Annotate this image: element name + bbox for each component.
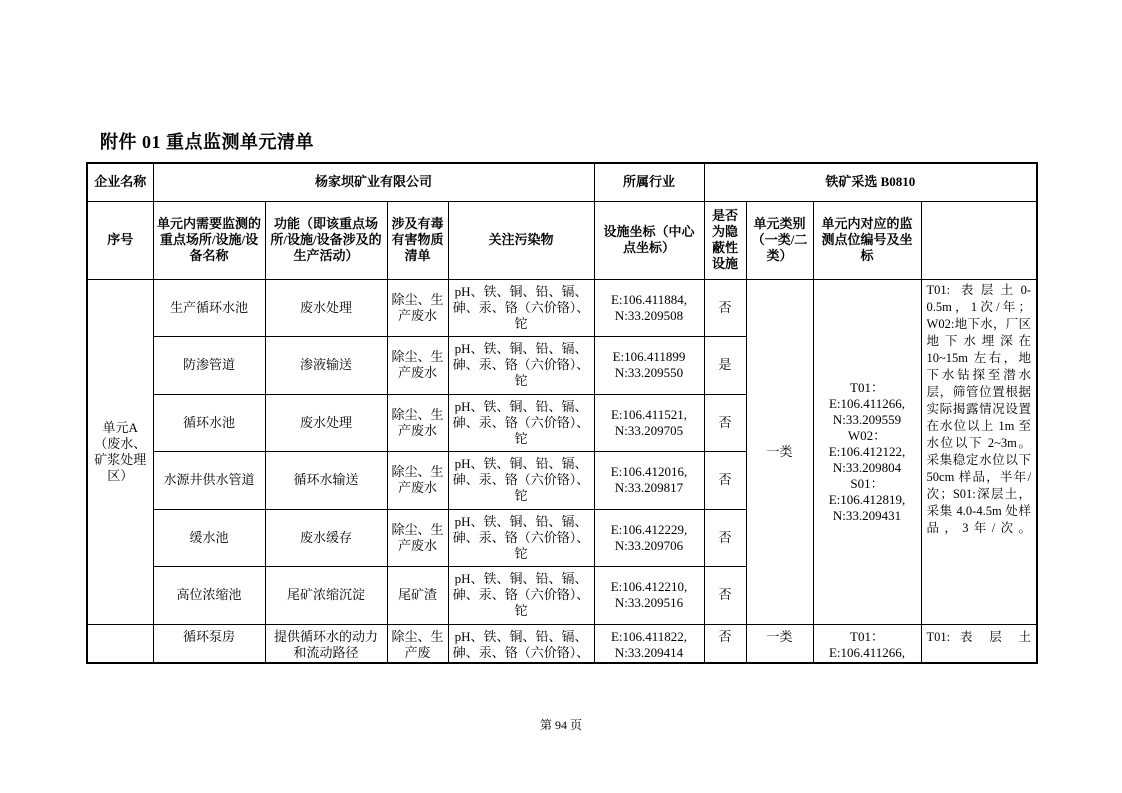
last-row-coords: E:106.411822, N:33.209414 bbox=[594, 624, 704, 663]
facility-name: 防渗管道 bbox=[153, 337, 265, 395]
unit-name: 单元A（废水、矿浆处理区） bbox=[87, 279, 153, 624]
company-row bbox=[87, 163, 1037, 201]
table-row bbox=[87, 279, 1037, 337]
last-row-notes: T01: 表 层 土 bbox=[921, 624, 1037, 663]
monitoring-unit-table bbox=[86, 162, 1038, 664]
hazard-list: 除尘、生产废水 bbox=[387, 337, 448, 395]
column-header: 单元类别（一类/二类） bbox=[746, 201, 813, 279]
hazard-list: 除尘、生产废水 bbox=[387, 509, 448, 567]
column-header: 是否为隐蔽性设施 bbox=[704, 201, 746, 279]
column-header: 序号 bbox=[87, 201, 153, 279]
page-number: 第 94 页 bbox=[539, 718, 582, 732]
monitoring-points: T01：E:106.411266, N:33.209559 W02：E:106.412122, N:33.209804 S01：E:106.412819, N:33.209431 bbox=[813, 279, 921, 624]
hazard-list: 除尘、生产废水 bbox=[387, 452, 448, 510]
hidden-facility: 否 bbox=[704, 279, 746, 337]
last-row-points: T01：E:106.411266, bbox=[813, 624, 921, 663]
facility-function: 渗液输送 bbox=[265, 337, 387, 395]
column-header: 单元内对应的监测点位编号及坐标 bbox=[813, 201, 921, 279]
facility-function: 废水处理 bbox=[265, 279, 387, 337]
facility-coords: E:106.412016, N:33.209817 bbox=[594, 452, 704, 510]
last-row-category: 一类 bbox=[746, 624, 813, 663]
page-title: 附件 01 重点监测单元清单 bbox=[100, 132, 314, 152]
column-header: 涉及有毒有害物质清单 bbox=[387, 201, 448, 279]
facility-function: 循环水输送 bbox=[265, 452, 387, 510]
hidden-facility: 否 bbox=[704, 394, 746, 452]
facility-coords: E:106.412229, N:33.209706 bbox=[594, 509, 704, 567]
last-row-facility: 循环泵房 bbox=[153, 624, 265, 663]
last-row-pollutants: pH、铁、铜、铅、镉、砷、汞、铬（六价铬）、 bbox=[448, 624, 594, 663]
hidden-facility: 否 bbox=[704, 509, 746, 567]
hazard-list: 除尘、生产废水 bbox=[387, 394, 448, 452]
unit-name bbox=[87, 624, 153, 663]
facility-name: 缓水池 bbox=[153, 509, 265, 567]
table-row bbox=[87, 624, 1037, 663]
unit-category: 一类 bbox=[746, 279, 813, 624]
hazard-list: 尾矿渣 bbox=[387, 567, 448, 625]
facility-coords: E:106.411884, N:33.209508 bbox=[594, 279, 704, 337]
facility-name: 生产循环水池 bbox=[153, 279, 265, 337]
facility-function: 废水处理 bbox=[265, 394, 387, 452]
column-header: 设施坐标（中心点坐标） bbox=[594, 201, 704, 279]
hidden-facility: 是 bbox=[704, 337, 746, 395]
pollutants: pH、铁、铜、铅、镉、砷、汞、铬（六价铬）、铊 bbox=[448, 279, 594, 337]
pollutants: pH、铁、铜、铅、镉、砷、汞、铬（六价铬）、铊 bbox=[448, 567, 594, 625]
pollutants: pH、铁、铜、铅、镉、砷、汞、铬（六价铬）、铊 bbox=[448, 394, 594, 452]
industry-value: 铁矿采选 B0810 bbox=[704, 163, 1037, 201]
facility-coords: E:106.411521, N:33.209705 bbox=[594, 394, 704, 452]
facility-name: 循环水池 bbox=[153, 394, 265, 452]
last-row-hazard: 除尘、生产废 bbox=[387, 624, 448, 663]
pollutants: pH、铁、铜、铅、镉、砷、汞、铬（六价铬）、铊 bbox=[448, 452, 594, 510]
column-header: 功能（即该重点场所/设施/设备涉及的生产活动） bbox=[265, 201, 387, 279]
column-header-row bbox=[87, 201, 1037, 279]
pollutants: pH、铁、铜、铅、镉、砷、汞、铬（六价铬）、铊 bbox=[448, 337, 594, 395]
pollutants: pH、铁、铜、铅、镉、砷、汞、铬（六价铬）、铊 bbox=[448, 509, 594, 567]
hidden-facility: 否 bbox=[704, 452, 746, 510]
facility-function: 废水缓存 bbox=[265, 509, 387, 567]
column-header: 关注污染物 bbox=[448, 201, 594, 279]
facility-name: 水源井供水管道 bbox=[153, 452, 265, 510]
last-row-function: 提供循环水的动力和流动路径 bbox=[265, 624, 387, 663]
industry-label: 所属行业 bbox=[594, 163, 704, 201]
hidden-facility: 否 bbox=[704, 567, 746, 625]
hazard-list: 除尘、生产废水 bbox=[387, 279, 448, 337]
facility-function: 尾矿浓缩沉淀 bbox=[265, 567, 387, 625]
last-row-hidden: 否 bbox=[704, 624, 746, 663]
monitoring-notes: T01: 表层土0-0.5m，1次/年；W02:地下水，厂区地下水埋深在 10~15m 左右，地下水钻探至潜水层，筛管位置根据实际揭露情况设置在水位以上 1m 至水位以下 2~3m。采集稳定水位以下 50cm 样品，半年/次；S01:深层土，采集 4.0-4.5m 处样品，3年/次。 bbox=[921, 279, 1037, 624]
facility-name: 高位浓缩池 bbox=[153, 567, 265, 625]
facility-coords: E:106.412210, N:33.209516 bbox=[594, 567, 704, 625]
company-label: 企业名称 bbox=[87, 163, 153, 201]
column-header: 单元内需要监测的重点场所/设施/设备名称 bbox=[153, 201, 265, 279]
company-name: 杨家坝矿业有限公司 bbox=[153, 163, 594, 201]
facility-coords: E:106.411899 N:33.209550 bbox=[594, 337, 704, 395]
